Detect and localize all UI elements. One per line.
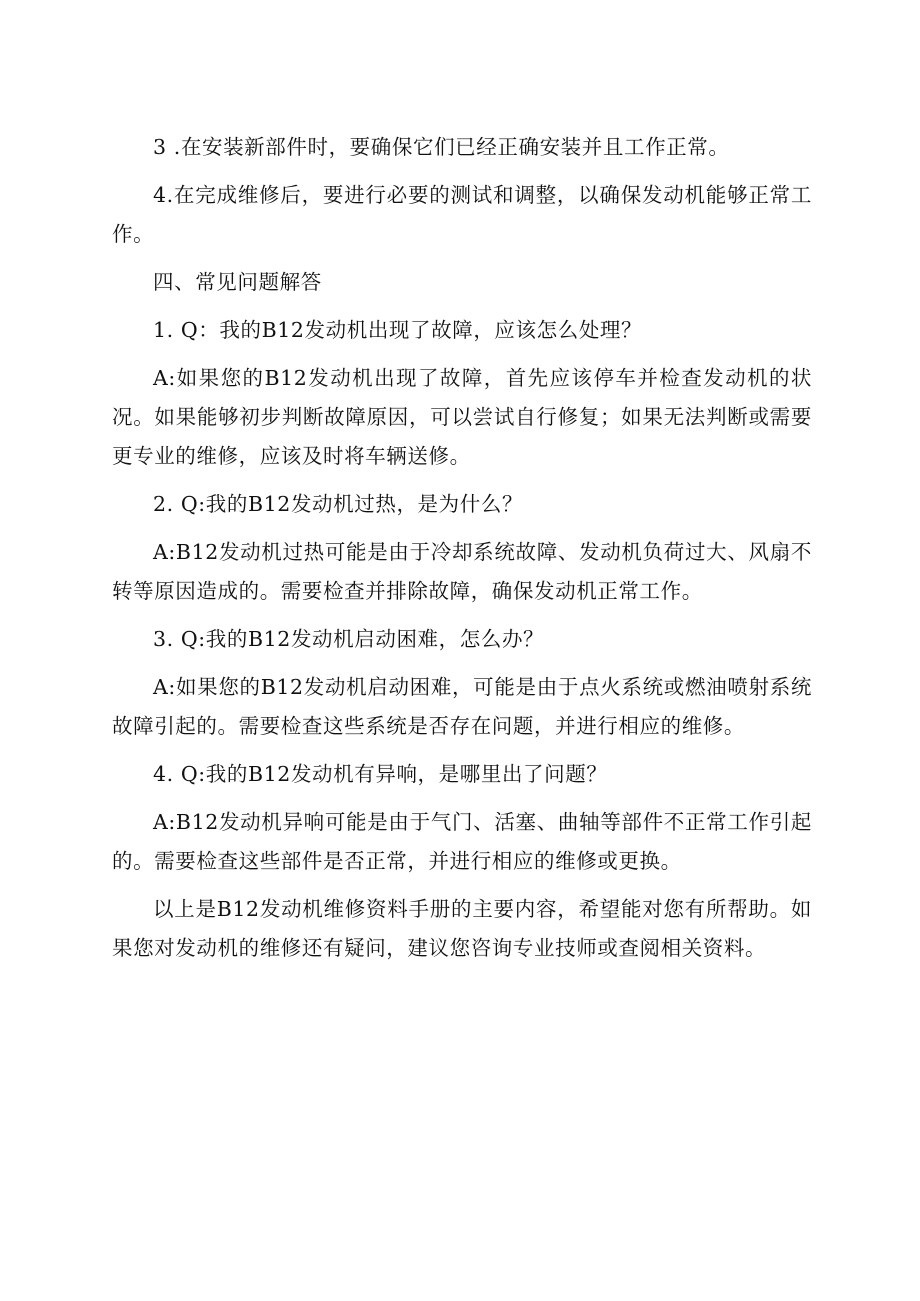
section-heading-faq: 四、常见问题解答 [153,270,322,294]
document-body [112,128,812,977]
faq-answer-4: A:B12发动机异响可能是由于气门、活塞、曲轴等部件不正常工作引起的。需要检查这些部件是否正常，并进行相应的维修或更换。 [112,810,812,873]
faq-question-4: 4. Q:我的B12发动机有异响，是哪里出了问题？ [153,762,608,786]
faq-question-1: 1. Q：我的B12发动机出现了故障，应该怎么处理？ [153,318,643,342]
faq-answer-1: A:如果您的B12发动机出现了故障，首先应该停车并检查发动机的状况。如果能够初步判断故障原因，可以尝试自行修复；如果无法判断或需要更专业的维修，应该及时将车辆送修。 [112,366,812,468]
faq-answer-3: A:如果您的B12发动机启动困难，可能是由于点火系统或燃油喷射系统故障引起的。需要检查这些系统是否存在问题，并进行相应的维修。 [112,675,812,738]
faq-answer-2: A:B12发动机过热可能是由于冷却系统故障、发动机负荷过大、风扇不转等原因造成的。需要检查并排除故障，确保发动机正常工作。 [112,540,812,603]
faq-question-2: 2. Q:我的B12发动机过热，是为什么？ [153,492,524,516]
step-4-paragraph: 4.在完成维修后，要进行必要的测试和调整，以确保发动机能够正常工作。 [112,183,812,246]
step-3-paragraph: 3 .在安装新部件时，要确保它们已经正确安装并且工作正常。 [153,135,730,159]
closing-paragraph: 以上是B12发动机维修资料手册的主要内容，希望能对您有所帮助。如果您对发动机的维修还有疑问，建议您咨询专业技师或查阅相关资料。 [112,897,812,960]
faq-question-3: 3. Q:我的B12发动机启动困难，怎么办？ [153,627,545,651]
